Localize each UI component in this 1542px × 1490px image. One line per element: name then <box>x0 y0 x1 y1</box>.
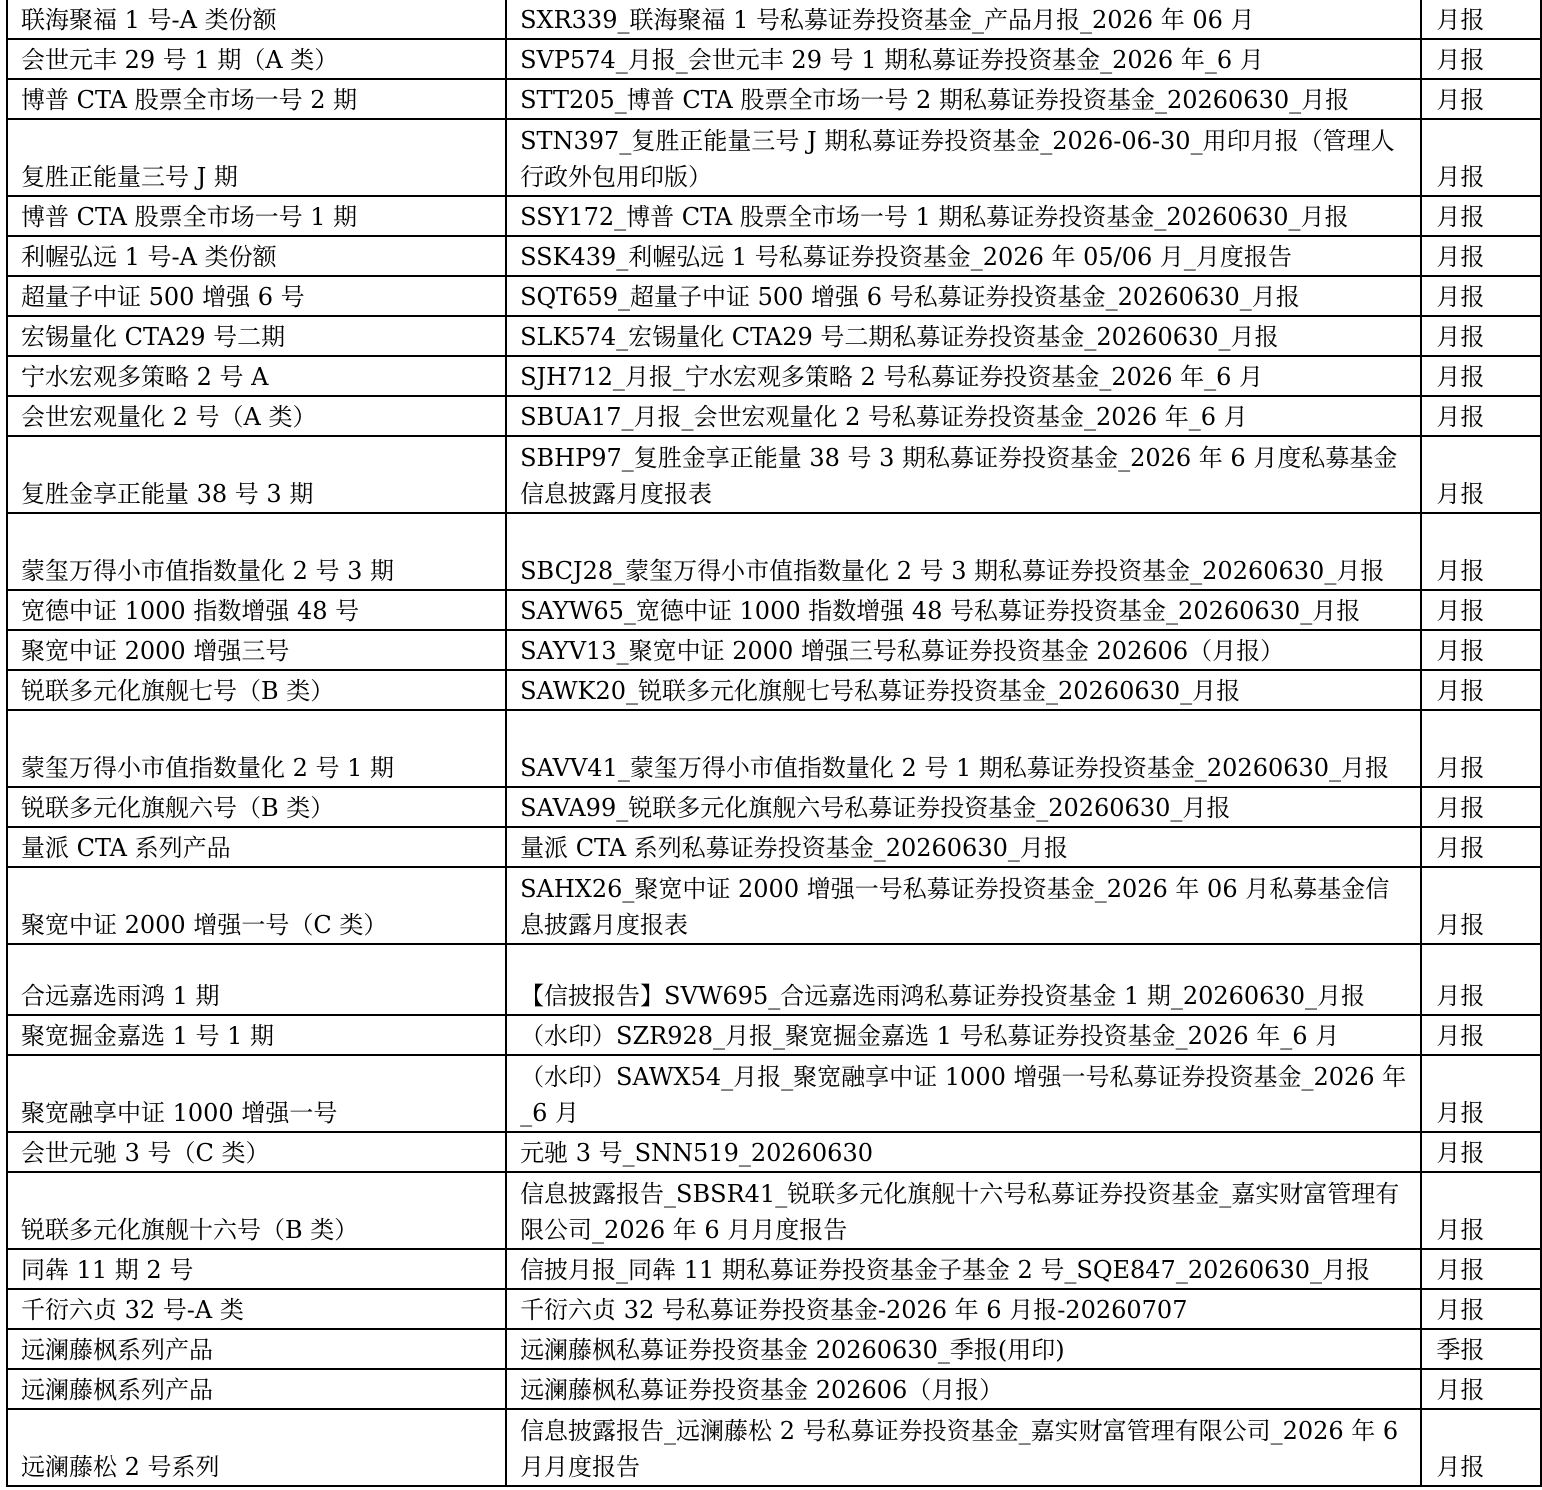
report-title-cell: SXR339_联海聚福 1 号私募证券投资基金_产品月报_2026 年 06 月 <box>506 0 1421 39</box>
report-title-cell: SAHX26_聚宽中证 2000 增强一号私募证券投资基金_2026 年 06 月私募基金信息披露月度报表 <box>506 867 1421 944</box>
fund-name-cell: 远澜藤枫系列产品 <box>7 1369 506 1409</box>
report-title-cell: 远澜藤枫私募证券投资基金 20260630_季报(用印) <box>506 1329 1421 1369</box>
table-row <box>7 1329 1541 1369</box>
report-title-cell: SBUA17_月报_会世宏观量化 2 号私募证券投资基金_2026 年_6 月 <box>506 396 1421 436</box>
fund-name-cell: 会世宏观量化 2 号（A 类） <box>7 396 506 436</box>
report-type-cell: 月报 <box>1421 1055 1541 1132</box>
report-type-cell: 月报 <box>1421 944 1541 1015</box>
report-title-cell: 【信披报告】SVW695_合远嘉选雨鸿私募证券投资基金 1 期_20260630_月报 <box>506 944 1421 1015</box>
table-row <box>7 827 1541 867</box>
table-row <box>7 316 1541 356</box>
fund-name-cell: 利幄弘远 1 号-A 类份额 <box>7 236 506 276</box>
report-title-cell: 量派 CTA 系列私募证券投资基金_20260630_月报 <box>506 827 1421 867</box>
report-type-cell: 月报 <box>1421 0 1541 39</box>
table-row <box>7 513 1541 590</box>
fund-name-cell: 宏锡量化 CTA29 号二期 <box>7 316 506 356</box>
report-title-cell: 信息披露报告_远澜藤松 2 号私募证券投资基金_嘉实财富管理有限公司_2026 年 6 月月度报告 <box>506 1409 1421 1486</box>
fund-name-cell: 聚宽融享中证 1000 增强一号 <box>7 1055 506 1132</box>
report-title-cell: SAYV13_聚宽中证 2000 增强三号私募证券投资基金 202606（月报） <box>506 630 1421 670</box>
table-row <box>7 867 1541 944</box>
report-type-cell: 月报 <box>1421 513 1541 590</box>
report-type-cell: 月报 <box>1421 867 1541 944</box>
report-title-cell: （水印）SZR928_月报_聚宽掘金嘉选 1 号私募证券投资基金_2026 年_6 月 <box>506 1015 1421 1055</box>
report-title-cell: SBHP97_复胜金享正能量 38 号 3 期私募证券投资基金_2026 年 6 月度私募基金信息披露月度报表 <box>506 436 1421 513</box>
report-type-cell: 月报 <box>1421 670 1541 710</box>
table-row <box>7 1055 1541 1132</box>
table-row <box>7 1132 1541 1172</box>
fund-name-cell: 复胜金享正能量 38 号 3 期 <box>7 436 506 513</box>
fund-name-cell: 会世元丰 29 号 1 期（A 类） <box>7 39 506 79</box>
fund-name-cell: 聚宽掘金嘉选 1 号 1 期 <box>7 1015 506 1055</box>
report-type-cell: 月报 <box>1421 710 1541 787</box>
fund-name-cell: 复胜正能量三号 J 期 <box>7 119 506 196</box>
fund-name-cell: 量派 CTA 系列产品 <box>7 827 506 867</box>
fund-name-cell: 合远嘉选雨鸿 1 期 <box>7 944 506 1015</box>
report-title-cell: SAVV41_蒙玺万得小市值指数量化 2 号 1 期私募证券投资基金_20260630_月报 <box>506 710 1421 787</box>
fund-name-cell: 锐联多元化旗舰十六号（B 类） <box>7 1172 506 1249</box>
report-type-cell: 月报 <box>1421 827 1541 867</box>
table-row <box>7 590 1541 630</box>
report-type-cell: 季报 <box>1421 1329 1541 1369</box>
report-type-cell: 月报 <box>1421 787 1541 827</box>
fund-name-cell: 远澜藤松 2 号系列 <box>7 1409 506 1486</box>
table-row <box>7 196 1541 236</box>
report-type-cell: 月报 <box>1421 1015 1541 1055</box>
fund-name-cell: 超量子中证 500 增强 6 号 <box>7 276 506 316</box>
table-row <box>7 119 1541 196</box>
table-row <box>7 236 1541 276</box>
report-title-cell: STN397_复胜正能量三号 J 期私募证券投资基金_2026-06-30_用印月报（管理人 行政外包用印版） <box>506 119 1421 196</box>
report-type-cell: 月报 <box>1421 316 1541 356</box>
fund-name-cell: 博普 CTA 股票全市场一号 2 期 <box>7 79 506 119</box>
fund-name-cell: 同犇 11 期 2 号 <box>7 1249 506 1289</box>
report-type-cell: 月报 <box>1421 630 1541 670</box>
table-row <box>7 787 1541 827</box>
table-row <box>7 1172 1541 1249</box>
table-row <box>7 0 1541 39</box>
fund-report-table <box>6 0 1542 1487</box>
table-body <box>7 0 1541 1486</box>
table-row <box>7 356 1541 396</box>
report-type-cell: 月报 <box>1421 590 1541 630</box>
table-row <box>7 1369 1541 1409</box>
report-type-cell: 月报 <box>1421 1132 1541 1172</box>
table-row <box>7 276 1541 316</box>
table-row <box>7 1249 1541 1289</box>
report-type-cell: 月报 <box>1421 356 1541 396</box>
report-type-cell: 月报 <box>1421 39 1541 79</box>
table-row <box>7 79 1541 119</box>
fund-name-cell: 蒙玺万得小市值指数量化 2 号 1 期 <box>7 710 506 787</box>
report-title-cell: SAWK20_锐联多元化旗舰七号私募证券投资基金_20260630_月报 <box>506 670 1421 710</box>
fund-name-cell: 远澜藤枫系列产品 <box>7 1329 506 1369</box>
report-title-cell: SLK574_宏锡量化 CTA29 号二期私募证券投资基金_20260630_月报 <box>506 316 1421 356</box>
fund-name-cell: 联海聚福 1 号-A 类份额 <box>7 0 506 39</box>
fund-name-cell: 宽德中证 1000 指数增强 48 号 <box>7 590 506 630</box>
report-title-cell: SSY172_博普 CTA 股票全市场一号 1 期私募证券投资基金_20260630_月报 <box>506 196 1421 236</box>
fund-name-cell: 蒙玺万得小市值指数量化 2 号 3 期 <box>7 513 506 590</box>
fund-name-cell: 聚宽中证 2000 增强一号（C 类） <box>7 867 506 944</box>
table-row <box>7 1015 1541 1055</box>
report-title-cell: SBCJ28_蒙玺万得小市值指数量化 2 号 3 期私募证券投资基金_20260630_月报 <box>506 513 1421 590</box>
report-title-cell: 信披月报_同犇 11 期私募证券投资基金子基金 2 号_SQE847_20260630_月报 <box>506 1249 1421 1289</box>
fund-name-cell: 锐联多元化旗舰六号（B 类） <box>7 787 506 827</box>
report-type-cell: 月报 <box>1421 1249 1541 1289</box>
report-title-cell: 信息披露报告_SBSR41_锐联多元化旗舰十六号私募证券投资基金_嘉实财富管理有限公司_2026 年 6 月月度报告 <box>506 1172 1421 1249</box>
table-row <box>7 39 1541 79</box>
table-row <box>7 396 1541 436</box>
fund-name-cell: 锐联多元化旗舰七号（B 类） <box>7 670 506 710</box>
table-row <box>7 710 1541 787</box>
report-title-cell: SVP574_月报_会世元丰 29 号 1 期私募证券投资基金_2026 年_6 月 <box>506 39 1421 79</box>
report-title-cell: SSK439_利幄弘远 1 号私募证券投资基金_2026 年 05/06 月_月度报告 <box>506 236 1421 276</box>
report-title-cell: SQT659_超量子中证 500 增强 6 号私募证券投资基金_20260630_月报 <box>506 276 1421 316</box>
report-type-cell: 月报 <box>1421 1409 1541 1486</box>
table-row <box>7 630 1541 670</box>
table-row <box>7 670 1541 710</box>
report-type-cell: 月报 <box>1421 1172 1541 1249</box>
report-type-cell: 月报 <box>1421 236 1541 276</box>
fund-name-cell: 会世元驰 3 号（C 类） <box>7 1132 506 1172</box>
fund-name-cell: 博普 CTA 股票全市场一号 1 期 <box>7 196 506 236</box>
table-row <box>7 1409 1541 1486</box>
report-title-cell: 远澜藤枫私募证券投资基金 202606（月报） <box>506 1369 1421 1409</box>
report-title-cell: SAVA99_锐联多元化旗舰六号私募证券投资基金_20260630_月报 <box>506 787 1421 827</box>
report-title-cell: 元驰 3 号_SNN519_20260630 <box>506 1132 1421 1172</box>
report-type-cell: 月报 <box>1421 436 1541 513</box>
table-row <box>7 1289 1541 1329</box>
fund-name-cell: 千衍六贞 32 号-A 类 <box>7 1289 506 1329</box>
fund-name-cell: 宁水宏观多策略 2 号 A <box>7 356 506 396</box>
table-row <box>7 436 1541 513</box>
report-type-cell: 月报 <box>1421 396 1541 436</box>
report-type-cell: 月报 <box>1421 1289 1541 1329</box>
report-type-cell: 月报 <box>1421 196 1541 236</box>
table-row <box>7 944 1541 1015</box>
report-type-cell: 月报 <box>1421 276 1541 316</box>
fund-name-cell: 聚宽中证 2000 增强三号 <box>7 630 506 670</box>
report-type-cell: 月报 <box>1421 1369 1541 1409</box>
report-title-cell: （水印）SAWX54_月报_聚宽融享中证 1000 增强一号私募证券投资基金_2026 年_6 月 <box>506 1055 1421 1132</box>
report-title-cell: STT205_博普 CTA 股票全市场一号 2 期私募证券投资基金_20260630_月报 <box>506 79 1421 119</box>
report-title-cell: SJH712_月报_宁水宏观多策略 2 号私募证券投资基金_2026 年_6 月 <box>506 356 1421 396</box>
report-title-cell: 千衍六贞 32 号私募证券投资基金-2026 年 6 月报-20260707 <box>506 1289 1421 1329</box>
report-title-cell: SAYW65_宽德中证 1000 指数增强 48 号私募证券投资基金_20260630_月报 <box>506 590 1421 630</box>
report-type-cell: 月报 <box>1421 119 1541 196</box>
report-type-cell: 月报 <box>1421 79 1541 119</box>
